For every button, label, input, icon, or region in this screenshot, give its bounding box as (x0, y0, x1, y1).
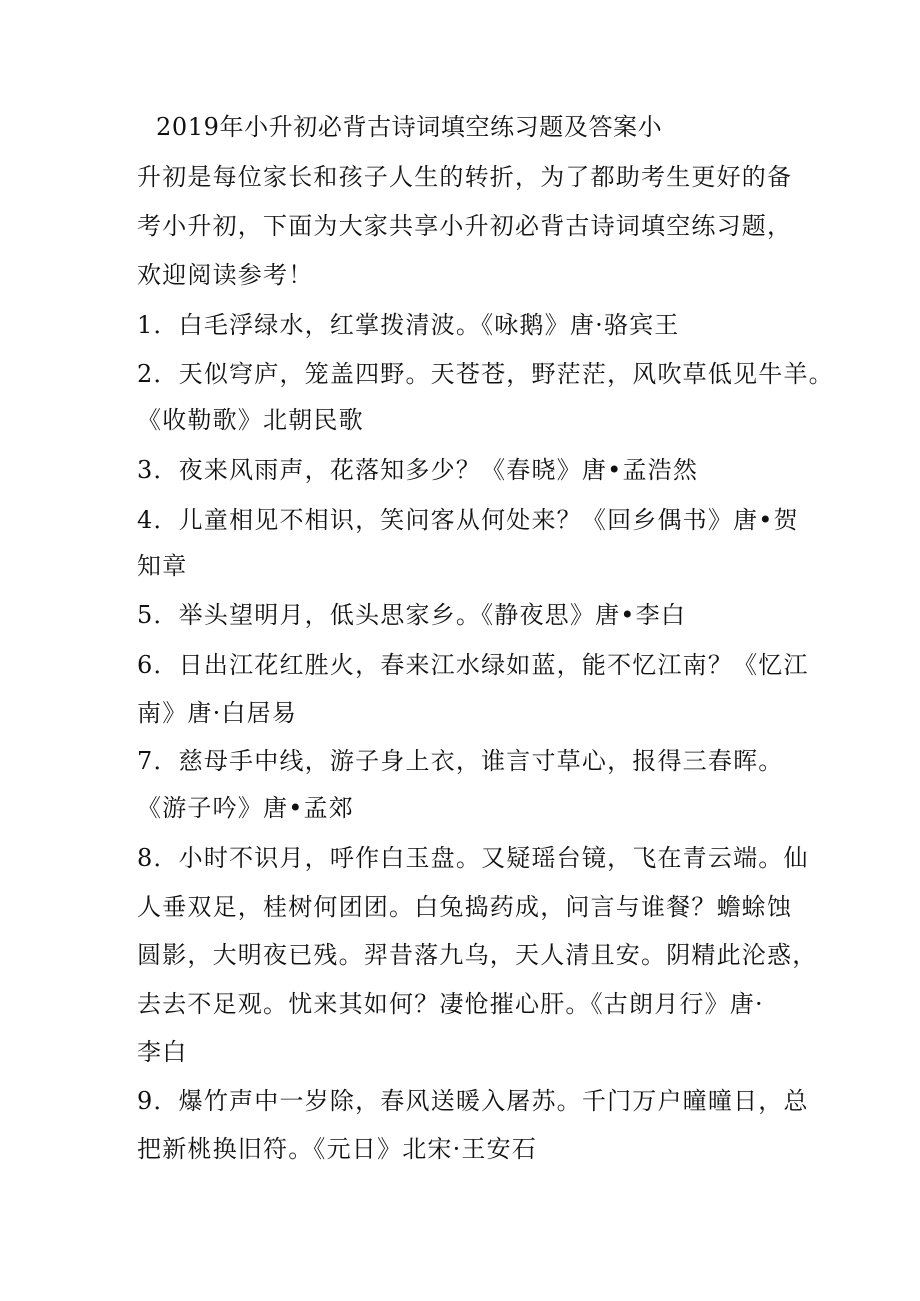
item-text: ．白毛浮绿水，红掌拨清波。《咏鹅》唐·骆宾王 (153, 311, 680, 339)
item-text: ．举头望明月，低头思家乡。《静夜思》唐•李白 (153, 601, 687, 629)
item-text: ．夜来风雨声，花落知多少？《春晓》唐•孟浩然 (153, 456, 699, 484)
item-continuation: 南》唐·白居易 (137, 699, 298, 727)
poem-item-7 (137, 746, 783, 776)
item-number: 7 (137, 747, 154, 775)
item-text: ．天似穹庐，笼盖四野。天苍苍，野茫茫，风吹草低见牛羊。 (153, 360, 834, 388)
poem-item-6 (137, 650, 809, 680)
intro-line: 考小升初，下面为大家共享小升初必背古诗词填空练习题， (137, 212, 793, 240)
poem-item-2 (137, 359, 834, 389)
item-continuation: 《收勒歌》北朝民歌 (137, 406, 364, 434)
poem-item-8 (137, 843, 809, 873)
poem-item-4 (137, 505, 799, 535)
item-number: 8 (137, 844, 154, 872)
poem-item-1 (137, 310, 680, 340)
item-continuation: 李白 (137, 1038, 188, 1066)
item-number: 1 (137, 311, 154, 339)
item-continuation: 圆影，大明夜已残。羿昔落九乌，天人清且安。阴精此沦惑， (137, 941, 818, 969)
document-title: 2019年小升初必背古诗词填空练习题及答案小 (156, 113, 663, 141)
item-number: 4 (137, 506, 154, 534)
intro-line: 升初是每位家长和孩子人生的转折，为了都助考生更好的备 (137, 163, 793, 191)
item-text: ．爆竹声中一岁除，春风送暖入屠苏。千门万户曈曈日，总 (153, 1087, 809, 1115)
item-continuation: 《游子吟》唐•孟郊 (137, 794, 354, 822)
item-number: 9 (137, 1087, 154, 1115)
item-text: ．儿童相见不相识，笑问客从何处来？《回乡偶书》唐•贺 (153, 506, 799, 534)
item-number: 5 (137, 601, 154, 629)
item-number: 2 (137, 360, 154, 388)
item-number: 3 (137, 456, 154, 484)
intro-line: 欢迎阅读参考！ (137, 261, 314, 289)
item-text: ．小时不识月，呼作白玉盘。又疑瑶台镜，飞在青云端。仙 (153, 844, 809, 872)
item-number: 6 (137, 651, 154, 679)
poem-item-5 (137, 600, 686, 630)
item-continuation: 人垂双足，桂树何团团。白兔捣药成，问言与谁餐？蟾蜍蚀 (137, 893, 793, 921)
item-text: ．日出江花红胜火，春来江水绿如蓝，能不忆江南？《忆江 (153, 651, 809, 679)
item-continuation: 去去不足观。忧来其如何？凄怆摧心肝。《古朗月行》唐· (137, 990, 764, 1018)
item-continuation: 知章 (137, 552, 188, 580)
poem-item-9 (137, 1086, 809, 1116)
item-continuation: 把新桃换旧符。《元日》北宋·王安石 (137, 1135, 538, 1163)
item-text: ．慈母手中线，游子身上衣，谁言寸草心，报得三春晖。 (153, 747, 784, 775)
poem-item-3 (137, 455, 698, 485)
